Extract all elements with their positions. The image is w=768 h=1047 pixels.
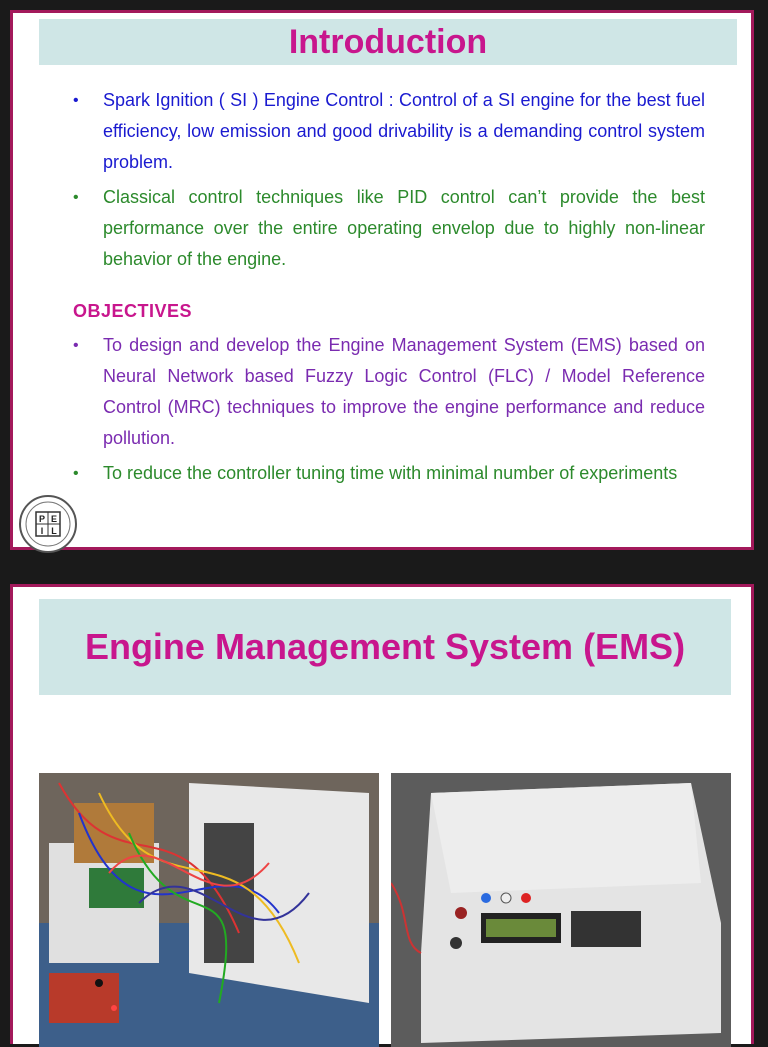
- logo-letter: L: [51, 526, 57, 536]
- slide-content: [73, 85, 705, 493]
- bullet-icon: •: [73, 92, 79, 109]
- bullet-text: To design and develop the Engine Management System (EMS) based on Neural Network based Fuzzy Logic Control (FLC) / Model Reference Control (MRC) techniques to improve the engine performance and reduce pollution.: [103, 335, 705, 448]
- bullet-icon: •: [73, 465, 79, 482]
- logo-letter: E: [50, 514, 58, 524]
- slide-title: Engine Management System (EMS): [39, 599, 731, 695]
- institute-logo-icon: [19, 495, 77, 553]
- logo-letter: P: [38, 514, 46, 524]
- ems-enclosure-photo: [391, 773, 731, 1047]
- bullet-item: [73, 458, 705, 489]
- bullet-text: Spark Ignition ( SI ) Engine Control : Control of a SI engine for the best fuel efficiency, low emission and good drivability is a demanding control system problem.: [103, 90, 705, 172]
- slide-title: Introduction: [39, 19, 737, 65]
- objectives-heading: OBJECTIVES: [73, 301, 193, 321]
- ems-circuit-photo: [39, 773, 379, 1047]
- slide-ems: [10, 584, 754, 1044]
- bullet-text: To reduce the controller tuning time with minimal number of experiments: [103, 463, 678, 483]
- bullet-icon: •: [73, 189, 79, 206]
- logo-letter: I: [40, 526, 44, 536]
- slide-introduction: [10, 10, 754, 550]
- bullet-item: [73, 85, 705, 178]
- bullet-icon: •: [73, 337, 79, 354]
- bullet-item: [73, 182, 705, 275]
- bullet-item: [73, 330, 705, 454]
- bullet-text: Classical control techniques like PID control can’t provide the best performance over the entire operating envelop due to highly non-linear behavior of the engine.: [103, 187, 705, 269]
